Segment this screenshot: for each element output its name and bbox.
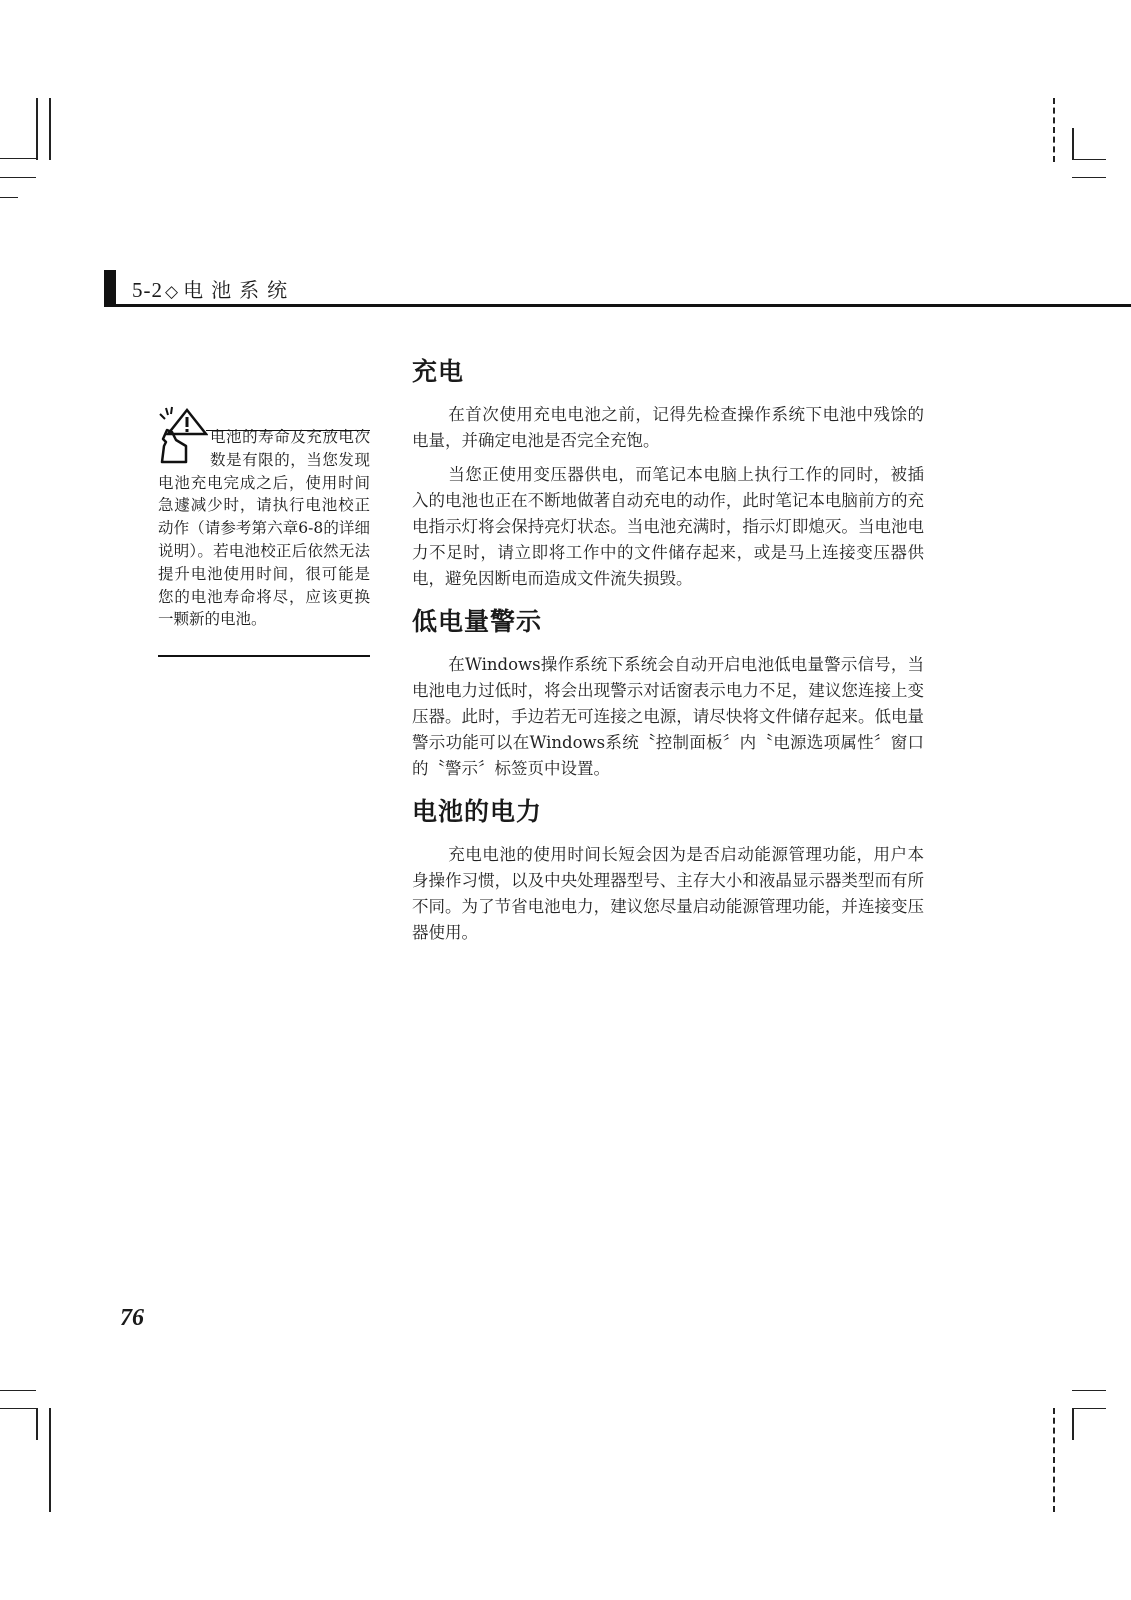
crop-mark <box>1072 159 1106 160</box>
crop-mark <box>1053 1408 1055 1512</box>
paragraph: 在首次使用充电电池之前，记得先检查操作系统下电池中残馀的电量，并确定电池是否完全充饱。 <box>412 405 924 450</box>
chapter-title: 电池系统 <box>183 278 296 302</box>
section-title-charging: 充电 <box>412 357 465 386</box>
crop-mark <box>0 1390 36 1391</box>
section-title-battery-power: 电池的电力 <box>412 797 543 826</box>
section-title-low-battery-warning: 低电量警示 <box>412 607 543 636</box>
diamond-separator-icon: ◇ <box>165 282 180 302</box>
crop-mark <box>1072 177 1106 178</box>
crop-mark <box>0 197 18 198</box>
crop-mark <box>1053 98 1055 162</box>
crop-mark <box>1072 1408 1106 1409</box>
paragraph: 当您正使用变压器供电，而笔记本电脑上执行工作的同时，被插入的电池也正在不断地做著自动充电的动作，此时笔记本电脑前方的充电指示灯将会保持亮灯状态。当电池充满时，指示灯即熄灭。当电池电力不足时，请立即将工作中的文件储存起来，或是马上连接变压器供电，避免因断电而造成文件流失损毁。 <box>412 465 924 588</box>
crop-mark <box>49 98 51 160</box>
section-header <box>132 274 295 303</box>
note-bottom-rule <box>158 655 370 657</box>
crop-mark <box>1072 1390 1106 1391</box>
crop-mark <box>0 1408 36 1409</box>
crop-mark <box>36 98 38 160</box>
page-number: 76 <box>120 1305 144 1331</box>
note-text: 电池的寿命及充放电次数是有限的，当您发现电池充电完成之后，使用时间急遽减少时，请执行电池校正动作（请参考第六章6-8的详细说明）。若电池校正后依然无法提升电池使用时间，很可能是您的电池寿命将尽，应该更换一颗新的电池。 <box>158 428 370 629</box>
crop-mark <box>36 1408 38 1440</box>
paragraph: 充电电池的使用时间长短会因为是否启动能源管理功能，用户本身操作习惯，以及中央处理器型号、主存大小和液晶显示器类型而有所不同。为了节省电池电力，建议您尽量启动能源管理功能，并连接变压器使用。 <box>412 845 924 942</box>
crop-mark <box>0 177 36 178</box>
header-rule <box>104 304 1131 307</box>
crop-mark <box>1072 128 1074 160</box>
header-bar <box>104 270 116 304</box>
crop-mark <box>49 1408 51 1512</box>
main-content <box>412 352 924 946</box>
chapter-number: 5-2 <box>132 278 163 302</box>
crop-mark <box>0 158 37 159</box>
paragraph: 在Windows操作系统下系统会自动开启电池低电量警示信号，当电池电力过低时，将会出现警示对话窗表示电力不足，建议您连接上变压器。此时，手边若无可连接之电源，请尽快将文件储存起来。低电量警示功能可以在Windows系统〝控制面板〞内〝电源选项属性〞窗口的〝警示〞标签页中设置。 <box>412 655 924 778</box>
crop-mark <box>1072 1408 1074 1440</box>
